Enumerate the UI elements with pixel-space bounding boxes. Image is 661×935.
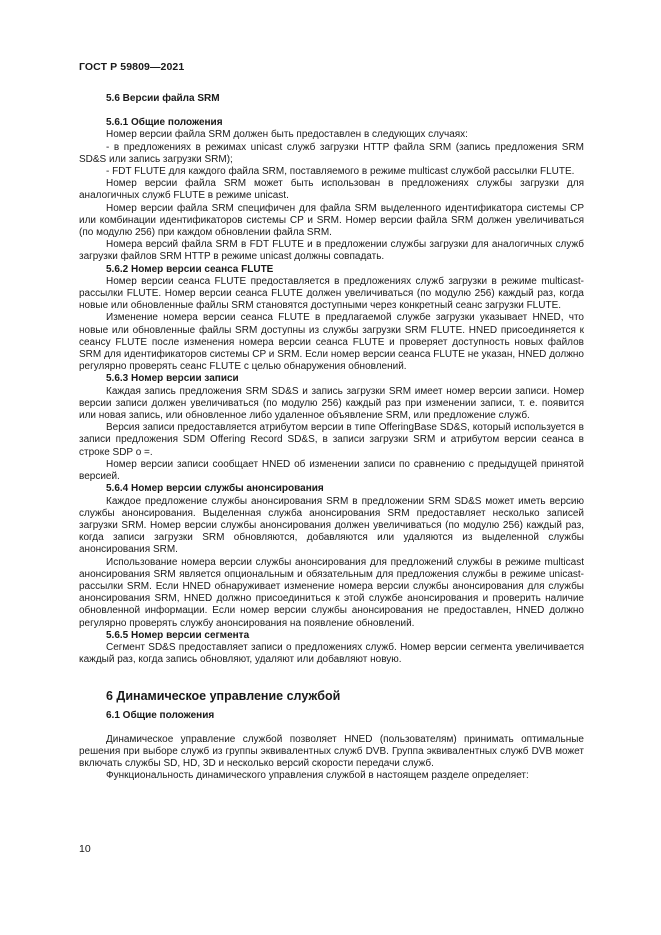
paragraph: Каждая запись предложения SRM SD&S и запись загрузки SRM имеет номер версии записи. Номер версии записи должен увеличиваться (по модулю 256) каждый раз при изменении записи, т. е. появится или новая запись, или обновленное либо удаленное объявление SRM, или предложение служб. [79,385,584,422]
paragraph: Номера версий файла SRM в FDT FLUTE и в предложении службы загрузки для аналогичных служб загрузки файлов SRM HTTP в режиме unicast должны совпадать. [79,239,584,263]
subsection-heading: 5.6.5 Номер версии сегмента [106,629,250,641]
subsection-heading: 5.6.2 Номер версии сеанса FLUTE [106,263,274,275]
document-header: ГОСТ Р 59809—2021 [79,61,185,73]
paragraph: Номер версии сеанса FLUTE предоставляется в предложениях служб загрузки в режиме multicast-рассылки FLUTE. Номер версии сеанса FLUTE должен увеличиваться (по модулю 256) каждый раз, когда новые или обновленные файлы SRM становятся доступными через конкретный сеанс загрузки FLUTE. [79,275,584,312]
paragraph: - FDT FLUTE для каждого файла SRM, поставляемого в режиме multicast службой рассылки FLUTE. [106,166,575,178]
paragraph: Номер версии записи сообщает HNED об изменении записи по сравнению с предыдущей принятой версией. [79,458,584,483]
paragraph: Номер версии файла SRM может быть использован в предложениях службы загрузки для аналогичных служб FLUTE в режиме unicast. [79,178,584,202]
paragraph: Динамическое управление службой позволяет HNED (пользователям) принимать оптимальные решения при выборе служб из группы эквивалентных служб DVB. Группа эквивалентных служб DVB может включать службы SD, HD, 3D и несколько версий скорости передачи служб. [79,733,584,769]
subsection-heading: 5.6.3 Номер версии записи [106,373,239,385]
subsection-heading: 5.6.4 Номер версии службы анонсирования [106,483,324,495]
paragraph: Каждое предложение службы анонсирования SRM в предложении SRM SD&S может иметь версию службы анонсирования. Выделенная служба анонсирования SRM предоставляет несколько записей загрузки SRM. Номер версии службы анонсирования должен увеличиваться (по модулю 256) каждый раз, когда записи загрузки SRM обновляются, добавляются или удаляются из выделенной службы анонсирования SRM. [79,495,584,556]
paragraph: Версия записи предоставляется атрибутом версии в типе OfferingBase SD&S, который используется в записи предложения SDM Offering Record SD&S, в записи загрузки SRM и атрибутом версии сеанса в строке SDP o =. [79,422,584,458]
paragraph: Изменение номера версии сеанса FLUTE в предлагаемой службе загрузки указывает HNED, что новые или обновленные файлы SRM доступны из службы загрузки SRM FLUTE. HNED присоединяется к сеансу FLUTE после изменения номера версии сеанса FLUTE и проверяет доступность новых файлов SRM для идентификаторов системы CP и SRM. Если номер версии сеанса FLUTE не указан, HNED должно регулярно проверять сеанс FLUTE с целью обнаружения обновлений. [79,312,584,373]
paragraph: Номер версии файла SRM специфичен для файла SRM выделенного идентификатора системы CP или комбинации идентификаторов системы CP и SRM. Номер версии файла SRM должен увеличиваться (по модулю 256) при каждом обновлении файла SRM. [79,202,584,239]
paragraph: Сегмент SD&S предоставляет записи о предложениях служб. Номер версии сегмента увеличивается каждый раз, когда запись обновляют, удаляют или добавляют новую. [79,641,584,666]
page-number: 10 [79,843,91,855]
subsection-heading: 5.6.1 Общие положения [106,117,223,129]
section-heading: 6.1 Общие положения [106,710,215,722]
paragraph: Номер версии файла SRM должен быть предоставлен в следующих случаях: [106,129,468,141]
paragraph: Функциональность динамического управления службой в настоящем разделе определяет: [106,770,529,782]
section-heading: 5.6 Версии файла SRM [106,93,220,104]
paragraph: - в предложениях в режимах unicast служб загрузки HTTP файла SRM (запись предложения SRM SD&S или запись загрузки SRM); [79,141,584,165]
paragraph: Использование номера версии службы анонсирования для предложений службы в режиме multicast анонсирования SRM является опциональным и обязательным для предложения службы в режиме unicast-рассылки SRM. Если HNED обнаруживает изменение номера версии службы анонсирования для службы анонсирования SRM, HNED должно присоединиться к этой службе анонсирования и проверить наличие обновленной информации. Если номер версии службы анонсирования не предоставлен, HNED должно регулярно проверять службу анонсирования на появление обновлений. [79,556,584,629]
document-body [79,86,584,782]
chapter-heading: 6 Динамическое управление службой [106,689,341,704]
